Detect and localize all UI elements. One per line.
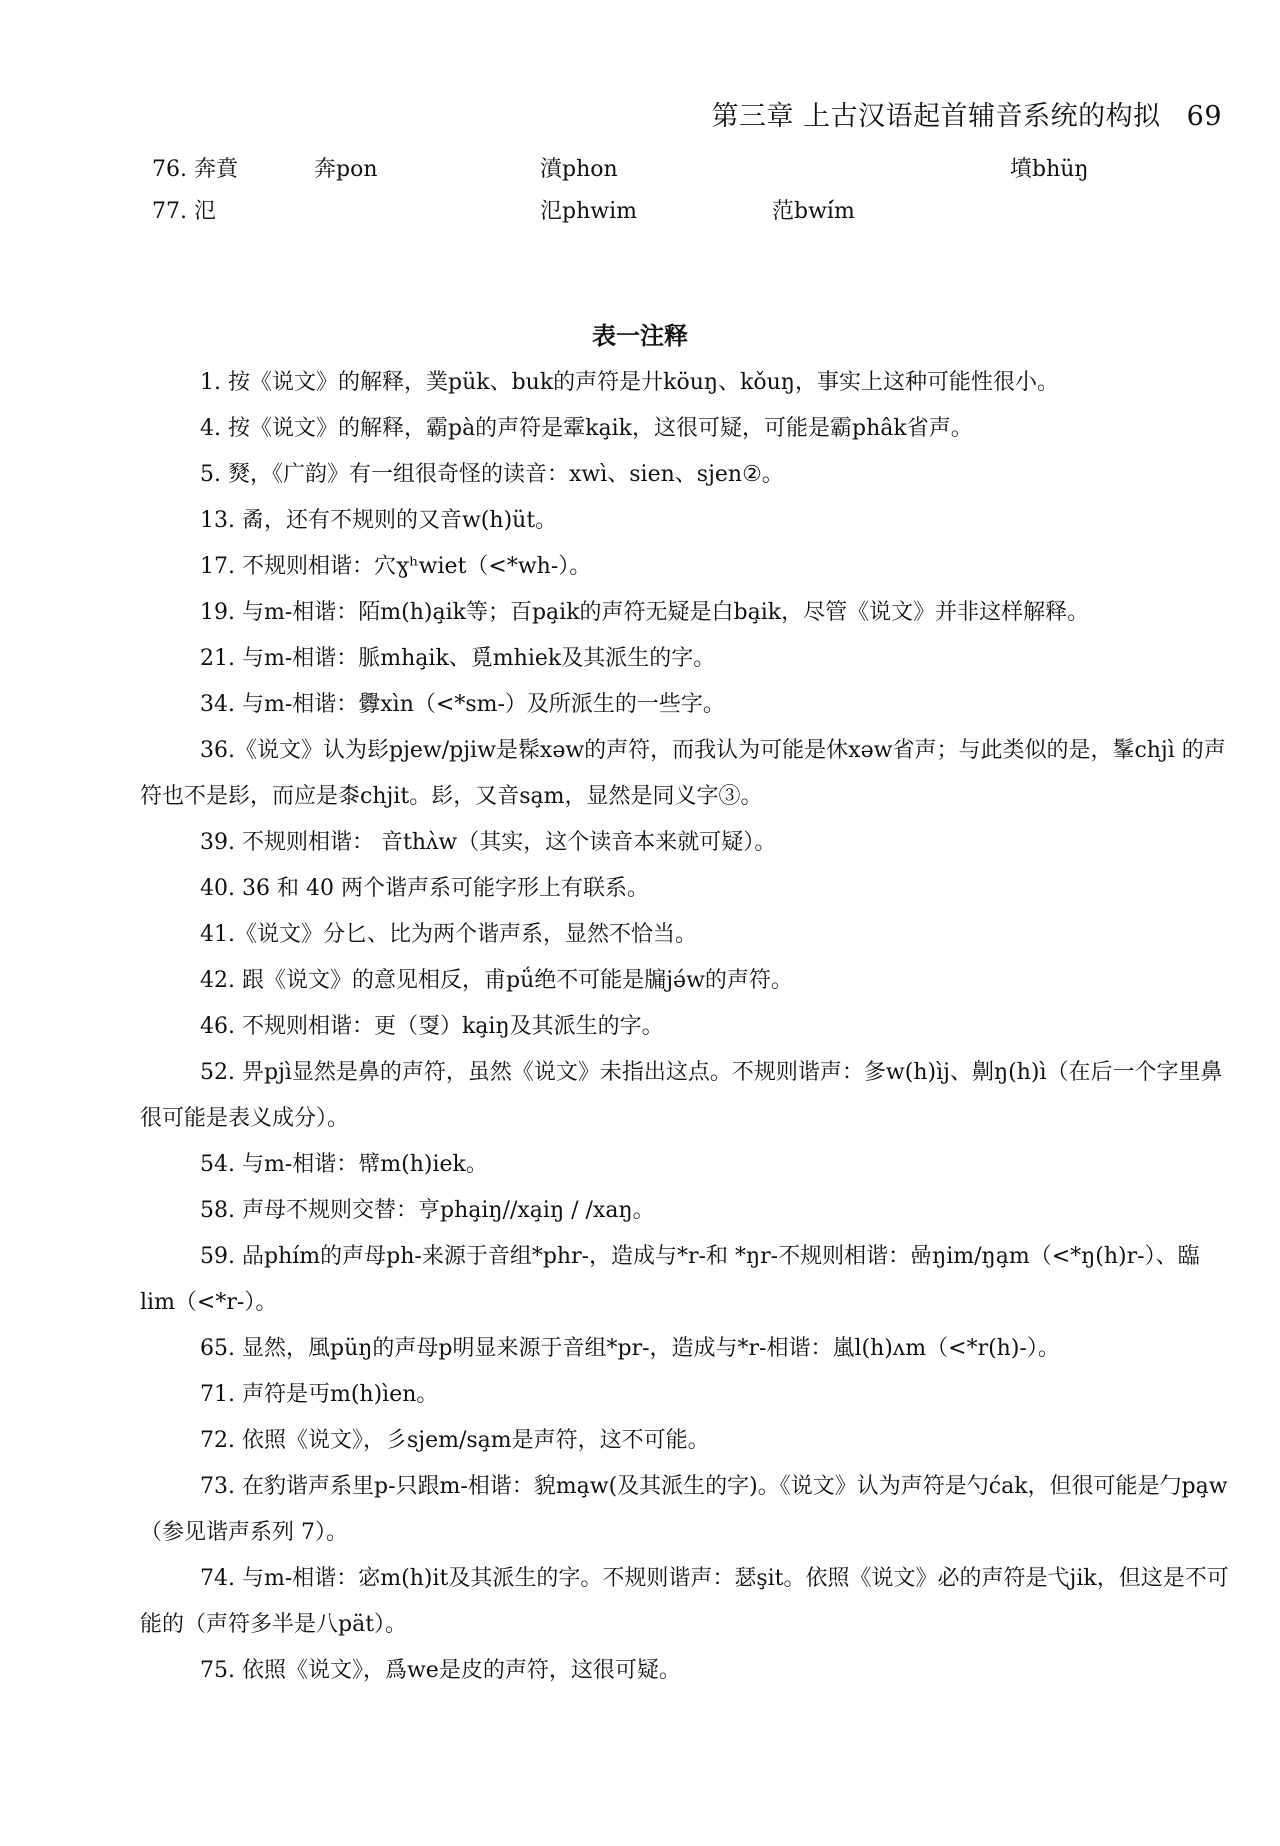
table-row — [152, 194, 1252, 230]
note-item: 41.《说文》分匕、比为两个谐声系，显然不恰当。 — [200, 922, 697, 947]
notes-list — [140, 360, 1230, 1694]
running-head — [712, 94, 1222, 133]
note-item: 34. 与m-相谐：釁xìn（<*sm-）及所派生的一些字。 — [200, 692, 725, 717]
note-item: 13. 矞，还有不规则的又音w(h)üt。 — [200, 508, 558, 533]
note-item: 65. 显然，風püŋ的声母p明显来源于音组*pr-，造成与*r-相谐：嵐l(h)ʌm（<*r(h)-）。 — [200, 1336, 1060, 1361]
table-cell: 范bwi̇́m — [772, 199, 855, 224]
note-item: 36.《说文》认为髟pjew/pjiw是髹xəw的声符，而我认为可能是休xəw省声；与此类似的是，髼chjì 的声符也不是髟，而应是桼chjit。髟，又音sa̧m，显然是同义字③。 — [140, 738, 1226, 809]
note-item: 5. 燹，《广韵》有一组很奇怪的读音：xwì、sien、sjen②。 — [200, 462, 784, 487]
note-item: 73. 在豹谐声系里p-只跟m-相谐：貌ma̧w(及其派生的字)。《说文》认为声符是勺ćak，但很可能是勹pa̧w（参见谐声系列 7）。 — [140, 1474, 1228, 1545]
note-item: 58. 声母不规则交替：亨pha̧iŋ//xa̧iŋ / /xaŋ。 — [200, 1198, 655, 1223]
note-item: 42. 跟《说文》的意见相反，甫pǘ绝不可能是牖jə́w的声符。 — [200, 968, 793, 993]
table-cell: 奔pon — [314, 157, 378, 182]
row-number: 77. 氾 — [152, 199, 216, 224]
note-item: 72. 依照《说文》，彡sjem/sa̧m是声符，这不可能。 — [200, 1428, 710, 1453]
note-item: 17. 不规则相谐：穴ɣʰwiet（<*wh-）。 — [200, 554, 592, 579]
note-item: 75. 依照《说文》，爲we是皮的声符，这很可疑。 — [200, 1658, 681, 1683]
table-row — [152, 152, 1252, 188]
note-item: 52. 畀pjì显然是鼻的声符，虽然《说文》未指出这点。不规则谐声：㣊w(h)ìj、劓ŋ(h)ì（在后一个字里鼻很可能是表义成分）。 — [140, 1060, 1223, 1131]
note-item: 59. 品phím的声母ph-来源于音组*phr-，造成与*r-和 *ŋr-不规则相谐：喦ŋim/ŋa̧m（<*ŋ(h)r-）、臨lim（<*r-）。 — [140, 1244, 1200, 1315]
note-item: 71. 声符是丏m(h)ìen。 — [200, 1382, 439, 1407]
table-cell: 墳bhüŋ — [1010, 157, 1089, 182]
note-item: 4. 按《说文》的解释，霸pà的声符是䨣ka̧ik，这很可疑，可能是霸phâk省声。 — [200, 416, 973, 441]
note-item: 21. 与m-相谐：脈mha̧ik、覓mhiek及其派生的字。 — [200, 646, 716, 671]
table-cell: 氾phwi̇m — [540, 199, 637, 224]
table-cell: 濆phon — [540, 157, 618, 182]
note-item: 54. 与m-相谐：幦m(h)iek。 — [200, 1152, 488, 1177]
section-title: 表一注释 — [592, 321, 688, 350]
note-item: 39. 不规则相谐： 音thʌ̀w（其实，这个读音本来就可疑）。 — [200, 830, 777, 855]
note-item: 1. 按《说文》的解释，菐pük、buk的声符是廾köuŋ、kǒuŋ，事实上这种可能性很小。 — [200, 370, 1059, 395]
chapter-title: 第三章 上古汉语起首辅音系统的构拟 — [711, 101, 1161, 132]
note-item: 74. 与m-相谐：宓m(h)it及其派生的字。不规则谐声：瑟şit。依照《说文》必的声符是弋jik，但这是不可能的（声符多半是八pät）。 — [140, 1566, 1229, 1637]
note-item: 46. 不规则相谐：更（㪅）ka̧iŋ及其派生的字。 — [200, 1014, 664, 1039]
page-number: 69 — [1186, 101, 1222, 132]
note-item: 40. 36 和 40 两个谐声系可能字形上有联系。 — [200, 876, 649, 901]
row-number: 76. 奔賁 — [152, 157, 238, 182]
note-item: 19. 与m-相谐：陌m(h)a̧ik等；百pa̧ik的声符无疑是白ba̧ik，尽管《说文》并非这样解释。 — [200, 600, 1090, 625]
